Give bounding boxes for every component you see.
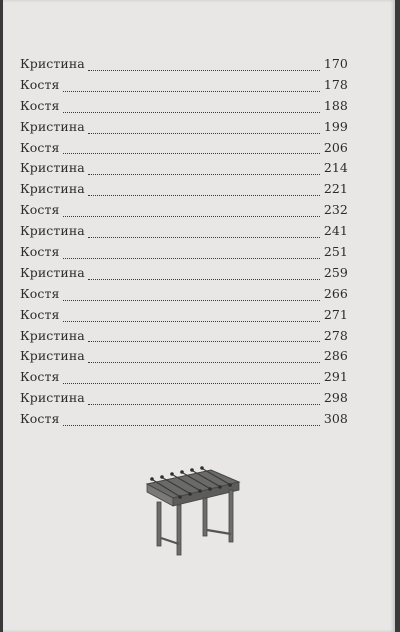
- toc-entry: [20, 348, 348, 369]
- toc-entry-page-number: 214: [323, 160, 348, 176]
- toc-entry: [20, 369, 348, 390]
- dot-leader: [88, 361, 320, 363]
- toc-entry-page-number: 291: [323, 369, 348, 385]
- toc-entry-title: Кристина: [20, 390, 85, 406]
- dot-leader: [63, 215, 320, 217]
- toc-entry-page-number: 241: [323, 223, 348, 239]
- toc-entry-title: Костя: [20, 97, 60, 113]
- toc-entry-page-number: 298: [323, 390, 348, 406]
- dot-leader: [63, 382, 320, 384]
- dot-leader: [88, 278, 320, 280]
- toc-entry-page-number: 286: [323, 348, 348, 364]
- toc-entry-title: Костя: [20, 285, 60, 301]
- toc-entry: [20, 411, 348, 432]
- dot-leader: [63, 90, 320, 92]
- dot-leader: [88, 132, 320, 134]
- toc-entry-title: Кристина: [20, 181, 85, 197]
- toc-entry-title: Костя: [20, 369, 60, 385]
- toc-entry-page-number: 259: [323, 264, 348, 280]
- toc-entry: [20, 244, 348, 265]
- toc-entry-page-number: 170: [323, 56, 348, 71]
- toc-entry: [20, 181, 348, 202]
- dot-leader: [88, 173, 320, 175]
- dot-leader: [88, 69, 320, 71]
- toc-entry-page-number: 251: [323, 244, 348, 260]
- toc-entry-page-number: 221: [323, 181, 348, 197]
- dot-leader: [88, 403, 320, 405]
- dot-leader: [88, 340, 320, 342]
- table-of-contents: [20, 56, 348, 432]
- toc-entry: [20, 119, 348, 140]
- toc-entry-page-number: 178: [323, 76, 348, 92]
- toc-entry-page-number: 266: [323, 285, 348, 301]
- toc-entry: [20, 390, 348, 411]
- toc-entry-page-number: 206: [323, 139, 348, 155]
- toc-entry: [20, 307, 348, 328]
- toc-entry: [20, 265, 348, 286]
- dot-leader: [63, 111, 320, 113]
- toc-entry-title: Костя: [20, 411, 60, 427]
- toc-entry: [20, 77, 348, 98]
- toc-entry-title: Кристина: [20, 327, 85, 343]
- toc-entry-title: Костя: [20, 202, 60, 218]
- dot-leader: [63, 152, 320, 154]
- toc-entry-title: Костя: [20, 306, 60, 322]
- toc-entry-title: Кристина: [20, 56, 85, 71]
- toc-entry-page-number: 308: [323, 411, 348, 427]
- toc-entry-page-number: 199: [323, 118, 348, 134]
- toc-entry-title: Кристина: [20, 118, 85, 134]
- dot-leader: [88, 194, 320, 196]
- toc-entry-title: Кристина: [20, 348, 85, 364]
- toc-entry-title: Кристина: [20, 264, 85, 280]
- toc-entry-page-number: 271: [323, 306, 348, 322]
- toc-entry: [20, 56, 348, 77]
- toc-entry: [20, 98, 348, 119]
- toc-entry-page-number: 232: [323, 202, 348, 218]
- book-page: [3, 0, 395, 632]
- toc-entry: [20, 140, 348, 161]
- foosball-table-icon: [143, 458, 243, 558]
- toc-entry-title: Костя: [20, 244, 60, 260]
- dot-leader: [63, 257, 320, 259]
- toc-entry-title: Кристина: [20, 223, 85, 239]
- toc-entry-page-number: 188: [323, 97, 348, 113]
- toc-entry-title: Кристина: [20, 160, 85, 176]
- toc-entry: [20, 223, 348, 244]
- dot-leader: [63, 424, 320, 426]
- dot-leader: [63, 299, 320, 301]
- toc-entry: [20, 328, 348, 349]
- toc-entry-title: Костя: [20, 76, 60, 92]
- toc-entry: [20, 286, 348, 307]
- toc-entry-page-number: 278: [323, 327, 348, 343]
- toc-entry-title: Костя: [20, 139, 60, 155]
- toc-entry: [20, 202, 348, 223]
- dot-leader: [63, 320, 320, 322]
- toc-entry: [20, 160, 348, 181]
- dot-leader: [88, 236, 320, 238]
